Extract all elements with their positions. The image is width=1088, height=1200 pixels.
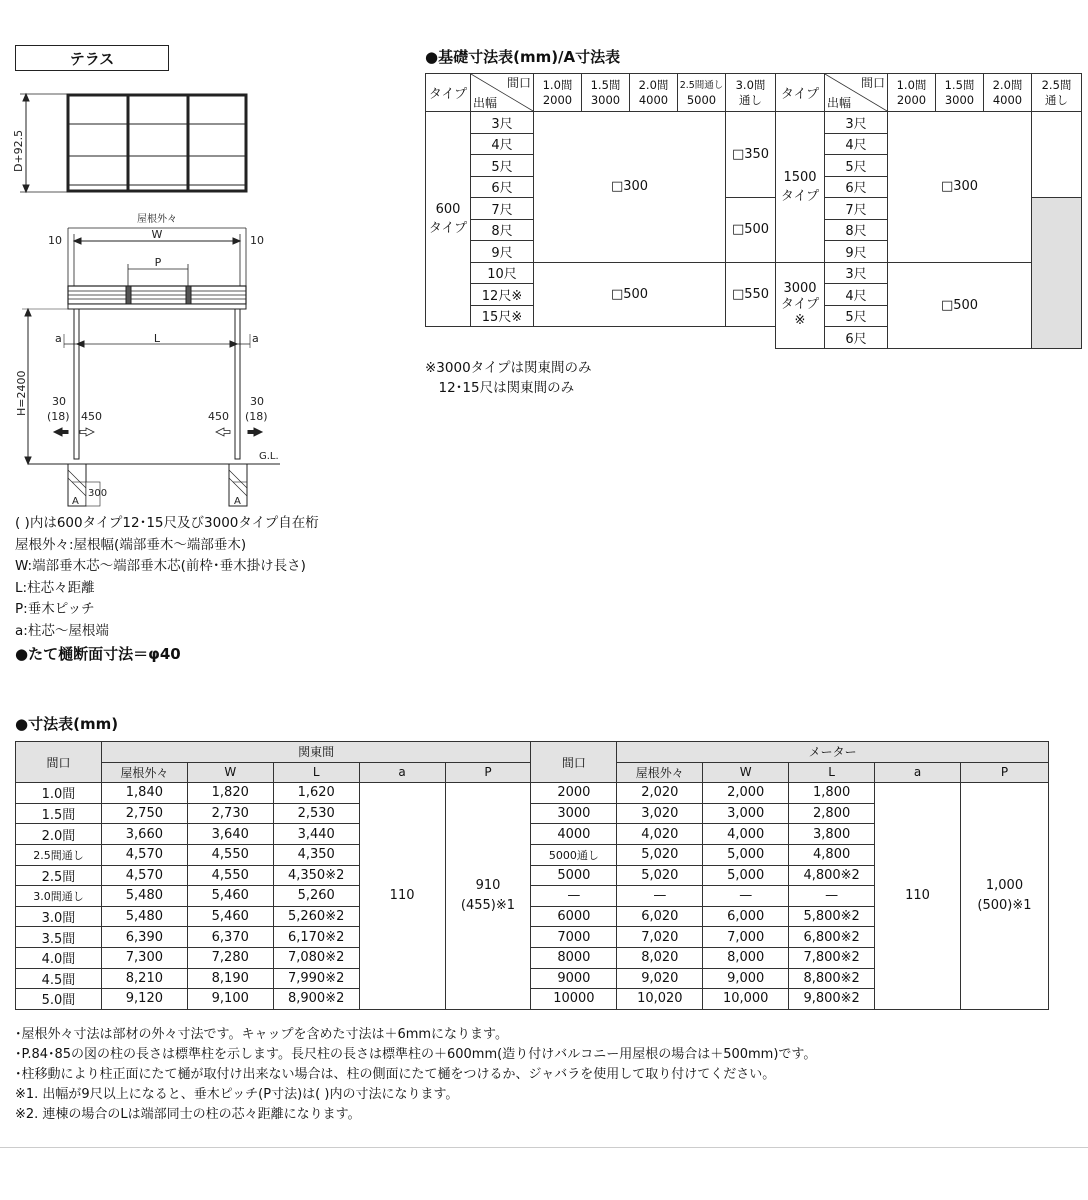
- meter-header: メーター: [617, 742, 1049, 763]
- row-label: 6尺: [471, 176, 534, 198]
- table-cell: 5,260※2: [273, 906, 359, 927]
- page-divider: [0, 1147, 1088, 1148]
- elevation-diagram: [12, 206, 297, 514]
- table-cell: 3,000: [703, 803, 789, 824]
- right-offset-paren: (18): [245, 410, 268, 423]
- table-cell: —: [531, 886, 617, 907]
- table-cell: 10000: [531, 989, 617, 1010]
- table-cell: 1,820: [187, 783, 273, 804]
- maguchi-header: 間口: [531, 742, 617, 783]
- debaba-label: 出幅: [473, 96, 498, 110]
- depth-label: D+92.5: [12, 129, 25, 172]
- shaded-cell: [1032, 198, 1082, 349]
- row-label: 8尺: [825, 219, 888, 241]
- table-cell: —: [703, 886, 789, 907]
- table-cell: 10,000: [703, 989, 789, 1010]
- table-cell: 2000: [531, 783, 617, 804]
- col-header: P: [445, 762, 531, 783]
- table-cell: 4,800※2: [789, 865, 875, 886]
- col-header: W: [187, 762, 273, 783]
- table-cell: 4,550: [187, 844, 273, 865]
- table-cell: 4,800: [789, 844, 875, 865]
- table-cell: 8,190: [187, 968, 273, 989]
- value-cell: □300: [888, 112, 1032, 263]
- type-header: タイプ: [426, 74, 471, 112]
- table-cell: 9,020: [617, 968, 703, 989]
- table-cell: 7,990※2: [273, 968, 359, 989]
- table-cell: 3,800: [789, 824, 875, 845]
- col-header: 1.5間 3000: [936, 74, 984, 112]
- col-header: 1.0間 2000: [534, 74, 582, 112]
- foundation-heading: ●基礎寸法表(mm)/A寸法表: [425, 48, 621, 66]
- col-header: 1.5間 3000: [582, 74, 630, 112]
- table-cell: 4,570: [101, 865, 187, 886]
- type-600: 600 タイプ: [426, 112, 471, 327]
- table-cell: 1,620: [273, 783, 359, 804]
- table-cell: 6000: [531, 906, 617, 927]
- table-cell: 110: [359, 783, 445, 1010]
- row-label: 7尺: [471, 198, 534, 220]
- table-cell: 5.0間: [16, 989, 102, 1010]
- col-header: a: [359, 762, 445, 783]
- legend-line: P:垂木ピッチ: [15, 601, 95, 617]
- col-header: 2.5間通し 5000: [678, 74, 726, 112]
- table-cell: 2,020: [617, 783, 703, 804]
- debaba-label: 出幅: [827, 96, 852, 110]
- value-cell: □500: [534, 262, 726, 327]
- dimension-heading: ●寸法表(mm): [15, 715, 119, 733]
- blank-cell: [1032, 112, 1082, 198]
- table-cell: 5,020: [617, 844, 703, 865]
- row-label: 3尺: [471, 112, 534, 134]
- table-cell: 7000: [531, 927, 617, 948]
- type-1500: 1500 タイプ: [776, 112, 825, 263]
- col-header: 3.0間 通し: [726, 74, 776, 112]
- table-cell: 8,210: [101, 968, 187, 989]
- col-header: W: [703, 762, 789, 783]
- a-right-label: a: [252, 332, 259, 345]
- table-cell: 9,120: [101, 989, 187, 1010]
- table-cell: 7,020: [617, 927, 703, 948]
- row-label: 6尺: [825, 327, 888, 349]
- table-cell: 3,660: [101, 824, 187, 845]
- col-header: P: [960, 762, 1048, 783]
- table-cell: 4,350※2: [273, 865, 359, 886]
- table-cell: 5,480: [101, 906, 187, 927]
- row-label: 4尺: [825, 284, 888, 306]
- table-cell: 5,800※2: [789, 906, 875, 927]
- row-label: 6尺: [825, 176, 888, 198]
- left-move-label: 450: [81, 410, 102, 423]
- kanto-header: 関東間: [101, 742, 531, 763]
- table-cell: 7,080※2: [273, 947, 359, 968]
- row-label: 4尺: [825, 133, 888, 155]
- table-cell: 1,000 (500)※1: [960, 783, 1048, 1010]
- row-label: 10尺: [471, 262, 534, 284]
- value-cell: □300: [534, 112, 726, 263]
- table-cell: 5000通し: [531, 844, 617, 865]
- footnote: ※2. 連棟の場合のLは端部同士の柱の芯々距離になります。: [15, 1107, 361, 1122]
- value-cell: □550: [726, 262, 776, 327]
- footnote: ※1. 出幅が9尺以上になると、垂木ピッチ(P寸法)は( )内の寸法になります。: [15, 1087, 459, 1102]
- table-cell: 4.0間: [16, 947, 102, 968]
- legend-line: W:端部垂木芯～端部垂木芯(前枠･垂木掛け長さ): [15, 558, 306, 574]
- value-cell: □500: [726, 198, 776, 263]
- table-cell: 2,000: [703, 783, 789, 804]
- table-cell: 8,000: [703, 947, 789, 968]
- table-cell: 6,020: [617, 906, 703, 927]
- left-offset-label: 30: [52, 395, 66, 408]
- table-cell: 5,020: [617, 865, 703, 886]
- row-label: 5尺: [825, 305, 888, 327]
- maguchi-header: 間口: [16, 742, 102, 783]
- table-cell: 8,900※2: [273, 989, 359, 1010]
- legend-line: ( )内は600タイプ12･15尺及び3000タイプ自在桁: [15, 515, 319, 531]
- table-cell: 3,640: [187, 824, 273, 845]
- table-cell: 6,170※2: [273, 927, 359, 948]
- legend: [15, 513, 319, 664]
- table-cell: —: [617, 886, 703, 907]
- row-label: 3尺: [825, 112, 888, 134]
- right-move-label: 450: [208, 410, 229, 423]
- col-header: 2.0間 4000: [630, 74, 678, 112]
- col-header: 2.0間 4000: [984, 74, 1032, 112]
- gutter-note: ●たて樋断面寸法＝φ40: [15, 645, 181, 663]
- col-header: a: [875, 762, 961, 783]
- table-cell: 4,020: [617, 824, 703, 845]
- table-row: [16, 783, 1049, 804]
- table-cell: 5,000: [703, 865, 789, 886]
- row-label: 5尺: [471, 155, 534, 177]
- l-label: L: [153, 332, 161, 345]
- empty-row: [426, 327, 776, 349]
- w-label: W: [151, 228, 163, 241]
- foot-a-left-label: A: [72, 496, 79, 507]
- value-cell: □500: [888, 262, 1032, 348]
- table-cell: 9,100: [187, 989, 273, 1010]
- diag-header: [471, 74, 534, 112]
- table-cell: 8,800※2: [789, 968, 875, 989]
- diag-header-right: [825, 74, 888, 112]
- plan-view-diagram: [12, 86, 282, 198]
- table-cell: 9,000: [703, 968, 789, 989]
- foot-a-right-label: A: [234, 496, 241, 507]
- table-cell: 3.5間: [16, 927, 102, 948]
- left-offset-paren: (18): [47, 410, 70, 423]
- row-label: 12尺※: [471, 284, 534, 306]
- footnotes: [15, 1025, 816, 1125]
- type-header-right: タイプ: [776, 74, 825, 112]
- table-cell: 5000: [531, 865, 617, 886]
- table-cell: 4,350: [273, 844, 359, 865]
- col-header: L: [789, 762, 875, 783]
- foot-size-label: 300: [88, 488, 108, 499]
- table-cell: 4,570: [101, 844, 187, 865]
- foundation-notes: [425, 358, 592, 398]
- table-cell: 7,000: [703, 927, 789, 948]
- table-cell: 2.0間: [16, 824, 102, 845]
- footnote: ･柱移動により柱正面にたて樋が取付け出来ない場合は、柱の側面にたて樋をつけるか、ジャバラを使用して取り付けてください。: [15, 1067, 776, 1082]
- legend-line: L:柱芯々距離: [15, 579, 95, 596]
- table-cell: 9,800※2: [789, 989, 875, 1010]
- col-header: 屋根外々: [617, 762, 703, 783]
- table-cell: 10,020: [617, 989, 703, 1010]
- right-offset-label: 30: [250, 395, 264, 408]
- table-cell: 6,370: [187, 927, 273, 948]
- col-header: 屋根外々: [101, 762, 187, 783]
- table-cell: 5,260: [273, 886, 359, 907]
- table-cell: 2,530: [273, 803, 359, 824]
- row-label: 8尺: [471, 219, 534, 241]
- maguchi-label: 間口: [860, 76, 885, 90]
- table-cell: 3,020: [617, 803, 703, 824]
- table-cell: 4,550: [187, 865, 273, 886]
- table-cell: 3000: [531, 803, 617, 824]
- table-cell: 7,800※2: [789, 947, 875, 968]
- height-label: H=2400: [15, 370, 28, 416]
- footnote: ･P.84･85の図の柱の長さは標準柱を示します。長尺柱の長さは標準柱の＋600mm(造り付けバルコニー用屋根の場合は＋500mm)です。: [15, 1047, 817, 1062]
- table-cell: 1.0間: [16, 783, 102, 804]
- table-cell: 6,390: [101, 927, 187, 948]
- edge-right-label: 10: [250, 234, 264, 247]
- value-cell: □350: [726, 112, 776, 198]
- table-cell: 2,750: [101, 803, 187, 824]
- table-cell: 2,800: [789, 803, 875, 824]
- legend-line: a:柱芯～屋根端: [15, 622, 109, 639]
- table-cell: 2.5間通し: [16, 844, 102, 865]
- table-cell: 6,000: [703, 906, 789, 927]
- table-cell: 1,800: [789, 783, 875, 804]
- table-cell: 3.0間通し: [16, 886, 102, 907]
- table-cell: 2,730: [187, 803, 273, 824]
- table-cell: 5,460: [187, 906, 273, 927]
- type-3000: 3000 タイプ ※: [776, 262, 825, 348]
- maguchi-label: 間口: [506, 76, 531, 90]
- table-cell: 6,800※2: [789, 927, 875, 948]
- footnote: ･屋根外々寸法は部材の外々寸法です。キャップを含めた寸法は＋6mmになります。: [15, 1027, 509, 1042]
- table-cell: 7,280: [187, 947, 273, 968]
- table-cell: 8000: [531, 947, 617, 968]
- table-cell: 5,000: [703, 844, 789, 865]
- table-cell: 8,020: [617, 947, 703, 968]
- table-cell: 1,840: [101, 783, 187, 804]
- dimension-table: [15, 741, 1049, 1010]
- table-cell: 110: [875, 783, 961, 1010]
- table-cell: 3.0間: [16, 906, 102, 927]
- table-cell: 4,000: [703, 824, 789, 845]
- row-label: 7尺: [825, 198, 888, 220]
- col-header: 2.5間 通し: [1032, 74, 1082, 112]
- foundation-note: ※3000タイプは関東間のみ: [425, 360, 592, 376]
- row-label: 4尺: [471, 133, 534, 155]
- roof-outer-label: 屋根外々: [137, 214, 177, 225]
- table-cell: 5,480: [101, 886, 187, 907]
- row-label: 9尺: [825, 241, 888, 263]
- legend-line: 屋根外々:屋根幅(端部垂木～端部垂木): [15, 536, 247, 553]
- table-cell: 2.5間: [16, 865, 102, 886]
- table-cell: 5,460: [187, 886, 273, 907]
- p-label: P: [154, 256, 162, 269]
- edge-left-label: 10: [48, 234, 62, 247]
- table-cell: 4000: [531, 824, 617, 845]
- gl-label: G.L.: [259, 451, 279, 462]
- table-cell: —: [789, 886, 875, 907]
- table-cell: 3,440: [273, 824, 359, 845]
- row-label: 15尺※: [471, 305, 534, 327]
- foundation-note: 12･15尺は関東間のみ: [425, 380, 575, 396]
- table-cell: 9000: [531, 968, 617, 989]
- section-title: テラス: [15, 45, 169, 71]
- row-label: 9尺: [471, 241, 534, 263]
- table-cell: 910 (455)※1: [445, 783, 531, 1010]
- row-label: 3尺: [825, 262, 888, 284]
- col-header: 1.0間 2000: [888, 74, 936, 112]
- table-cell: 4.5間: [16, 968, 102, 989]
- table-cell: 7,300: [101, 947, 187, 968]
- table-cell: 1.5間: [16, 803, 102, 824]
- row-label: 5尺: [825, 155, 888, 177]
- col-header: L: [273, 762, 359, 783]
- foundation-table: [425, 73, 1082, 349]
- a-left-label: a: [55, 332, 62, 345]
